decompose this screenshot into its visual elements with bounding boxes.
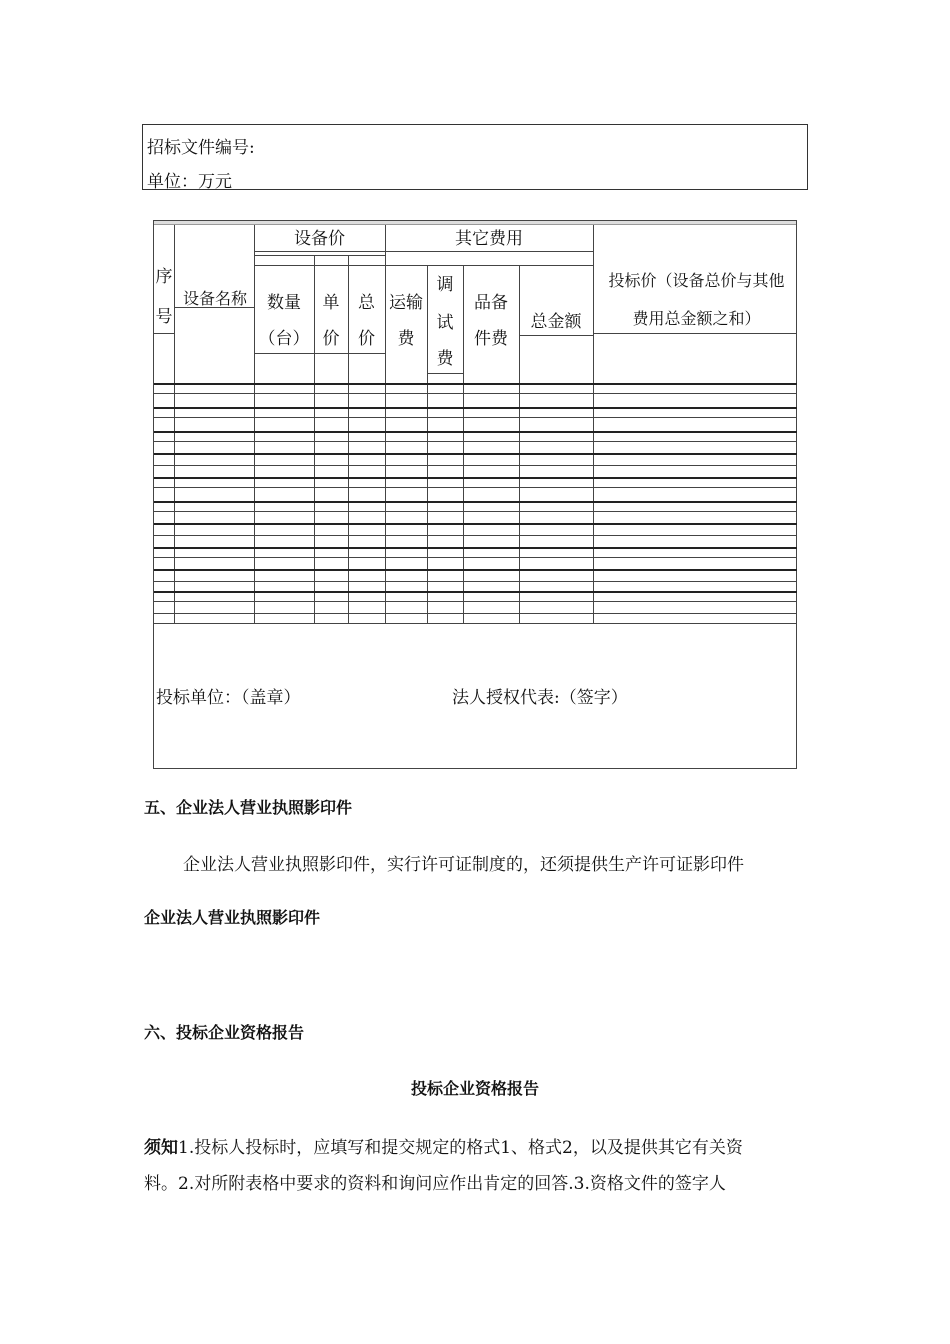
header-qty-1: 数量 [267,293,301,313]
section-5-subtitle: 企业法人营业执照影印件 [144,908,321,927]
section-5-heading: 五、企业法人营业执照影印件 [144,798,353,817]
legal-rep-signature-label: 法人授权代表:（签字） [452,688,628,708]
quotation-table [153,220,797,769]
header-debug-2: 试 [436,313,454,333]
file-number-label: 招标文件编号: [147,138,255,158]
notice-label: 须知 [144,1138,178,1158]
row-divider [154,623,797,624]
info-box [142,124,808,190]
row-divider [154,465,797,466]
row-divider [154,417,797,418]
row-divider [254,353,385,354]
header-sum: 总金额 [530,312,582,332]
row-divider [154,591,797,593]
header-equipment-price: 设备价 [294,229,345,249]
row-divider [154,441,797,442]
header-qty-2: （台） [258,329,310,349]
header-spare-2: 件费 [474,329,508,349]
qualification-report-title: 投标企业资格报告 [410,1079,539,1098]
row-divider [154,547,797,549]
row-divider [154,431,797,433]
header-seq-1: 序 [155,267,173,287]
col-divider [254,225,255,623]
notice-text-1: 1.投标人投标时，应填写和提交规定的格式1、格式2，以及提供其它有关资 [178,1138,743,1158]
bidder-seal-label: 投标单位：（盖章） [156,688,301,708]
col-divider [174,225,175,623]
header-total-1: 总 [358,293,375,313]
header-total-2: 价 [358,329,375,349]
row-divider [254,255,385,256]
row-divider [593,333,797,334]
row-divider [154,581,797,582]
row-divider [254,265,385,266]
row-divider [154,487,797,488]
section-6-heading: 六、投标企业资格报告 [144,1023,305,1042]
row-divider [154,511,797,512]
row-divider [154,535,797,536]
unit-label: 单位：万元 [147,172,232,192]
notice-line-2: 料。2.对所附表格中要求的资料和询问应作出肯定的回答.3.资格文件的签字人 [144,1174,726,1194]
header-bid-2: 费用总金额之和） [632,309,761,328]
row-divider [154,569,797,571]
row-divider [254,251,593,252]
row-divider [154,477,797,479]
header-transport-2: 费 [397,329,415,349]
header-spare-1: 品备 [474,293,508,313]
header-unit-1: 单 [322,293,340,313]
col-divider [593,225,594,623]
row-divider [154,557,797,558]
row-divider [154,523,797,525]
row-divider [154,601,797,602]
row-divider [154,453,797,455]
row-divider [154,383,797,385]
row-divider [154,613,797,614]
header-debug-1: 调 [436,275,454,295]
row-divider [154,407,797,409]
row-divider [154,501,797,503]
header-unit-2: 价 [322,329,340,349]
row-divider [385,265,593,266]
row-divider [154,393,797,394]
notice-line-1 [144,1133,743,1158]
row-divider [154,333,174,334]
row-divider [427,373,463,374]
section-5-body: 企业法人营业执照影印件，实行许可证制度的，还须提供生产许可证影印件 [183,855,744,875]
header-bid-1: 投标价（设备总价与其他 [608,271,785,290]
header-equipment-name: 设备名称 [182,289,247,308]
col-divider [385,225,386,623]
header-transport-1: 运输 [389,293,423,313]
header-other-fees: 其它费用 [455,229,523,249]
table-top-border [154,221,796,225]
row-divider [519,335,593,336]
header-seq-2: 号 [155,307,173,327]
header-debug-3: 费 [436,349,454,369]
